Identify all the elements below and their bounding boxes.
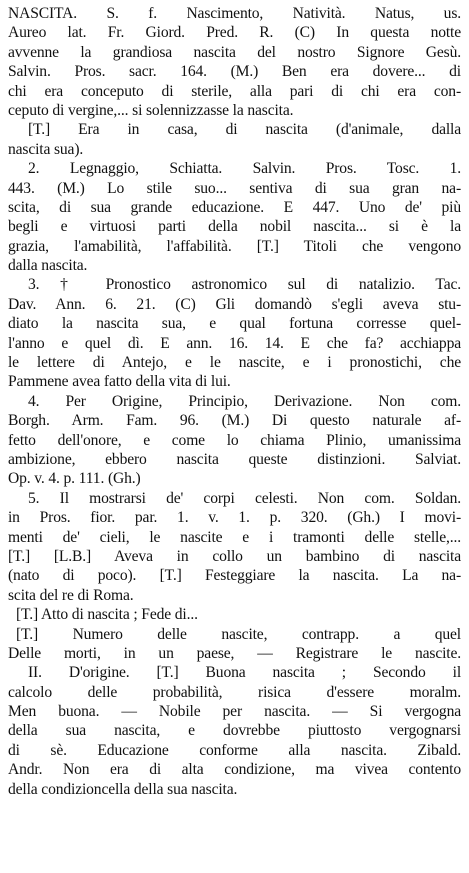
entry-line: Salvin. Pros. sacr. 164. (M.) Ben era dovere... di (8, 63, 461, 81)
entry-line: l'anno e quel dì. E ann. 16. 14. E che fa? acchiappa (8, 334, 461, 352)
entry-line: 4. Per Origine, Principio, Derivazione. Non com. (28, 392, 461, 410)
entry-line: [T.] Atto di nascita ; Fede di... (16, 606, 198, 624)
entry-line: ceputo di vergine,... si solennizzasse la nascita. (8, 101, 294, 119)
entry-line: Delle morti, in un paese, — Registrare le nascite. (8, 644, 461, 662)
entry-line: Men buona. — Nobile per nascita. — Si vergogna (8, 703, 461, 721)
entry-line: Dav. Ann. 6. 21. (C) Gli domandò s'egli aveva stu- (8, 295, 461, 313)
entry-line: diato la nascita sua, e qual fortuna corresse quel- (8, 315, 461, 333)
entry-line: Aureo lat. Fr. Giord. Pred. R. (C) In questa notte (8, 24, 461, 42)
entry-line: begli e virtuosi parti della nobil nascita... si è la (8, 218, 461, 236)
entry-line: della sua nascita, e dovrebbe piuttosto vergognarsi (8, 722, 461, 740)
entry-line: 443. (M.) Lo stile suo... sentiva di sua gran na- (8, 179, 461, 197)
entry-line: Op. v. 4. p. 111. (Gh.) (8, 470, 141, 488)
entry-line: calcolo delle probabilità, risica d'essere moralm. (8, 683, 461, 701)
entry-line: dalla nascita. (8, 257, 88, 275)
entry-line: II. D'origine. [T.] Buona nascita ; Secondo il (28, 664, 461, 682)
entry-line: fetto dell'onore, e come lo chiama Plinio, umanissima (8, 431, 461, 449)
entry-line: menti de' cieli, le nascite e i tramonti delle stelle,... (8, 528, 461, 546)
entry-line: (nato di poco). [T.] Festeggiare la nascita. La na- (8, 567, 461, 585)
entry-line: le lettere di Antejo, e le nascite, e i pronostichi, che (8, 354, 461, 372)
entry-line: 3. † Pronostico astronomico sul di natalizio. Tac. (28, 276, 461, 294)
entry-line: ambizione, ebbero nascita queste distinzioni. Salviat. (8, 450, 461, 468)
entry-line: Pammene avea fatto della vita di lui. (8, 373, 231, 391)
entry-line: [T.] [L.B.] Aveva in collo un bambino di nascita (8, 547, 461, 565)
entry-line: NASCITA. S. f. Nascimento, Natività. Natus, us. (8, 5, 461, 22)
entry-line: 2. Legnaggio, Schiatta. Salvin. Pros. Tosc. 1. (28, 160, 461, 178)
entry-line: Andr. Non era di alta condizione, ma vivea contento (8, 761, 461, 779)
entry-line: grazia, l'amabilità, l'affabilità. [T.] Titoli che vengono (8, 237, 461, 255)
entry-line: in Pros. fior. par. 1. v. 1. p. 320. (Gh.) I movi- (8, 509, 461, 527)
entry-line: [T.] Era in casa, di nascita (d'animale, dalla (28, 121, 461, 139)
entry-line: scita del re di Roma. (8, 586, 134, 604)
entry-line: 5. Il mostrarsi de' corpi celesti. Non com. Soldan. (28, 489, 461, 507)
entry-line: chi era conceputo di sterile, alla pari di chi era con- (8, 82, 461, 100)
entry-line: nascita sua). (8, 140, 84, 158)
entry-line: Borgh. Arm. Fam. 96. (M.) Di questo naturale af- (8, 412, 461, 430)
entry-line: di sè. Educazione conforme alla nascita. Zibald. (8, 741, 461, 759)
entry-line: avvenne la grandiosa nascita del nostro Signore Gesù. (8, 43, 461, 61)
entry-line: [T.] Numero delle nascite, contrapp. a quel (16, 625, 461, 643)
entry-line: della condizioncella della sua nascita. (8, 780, 238, 798)
entry-line: scita, di sua grande educazione. E 447. Uno de' più (8, 198, 461, 216)
